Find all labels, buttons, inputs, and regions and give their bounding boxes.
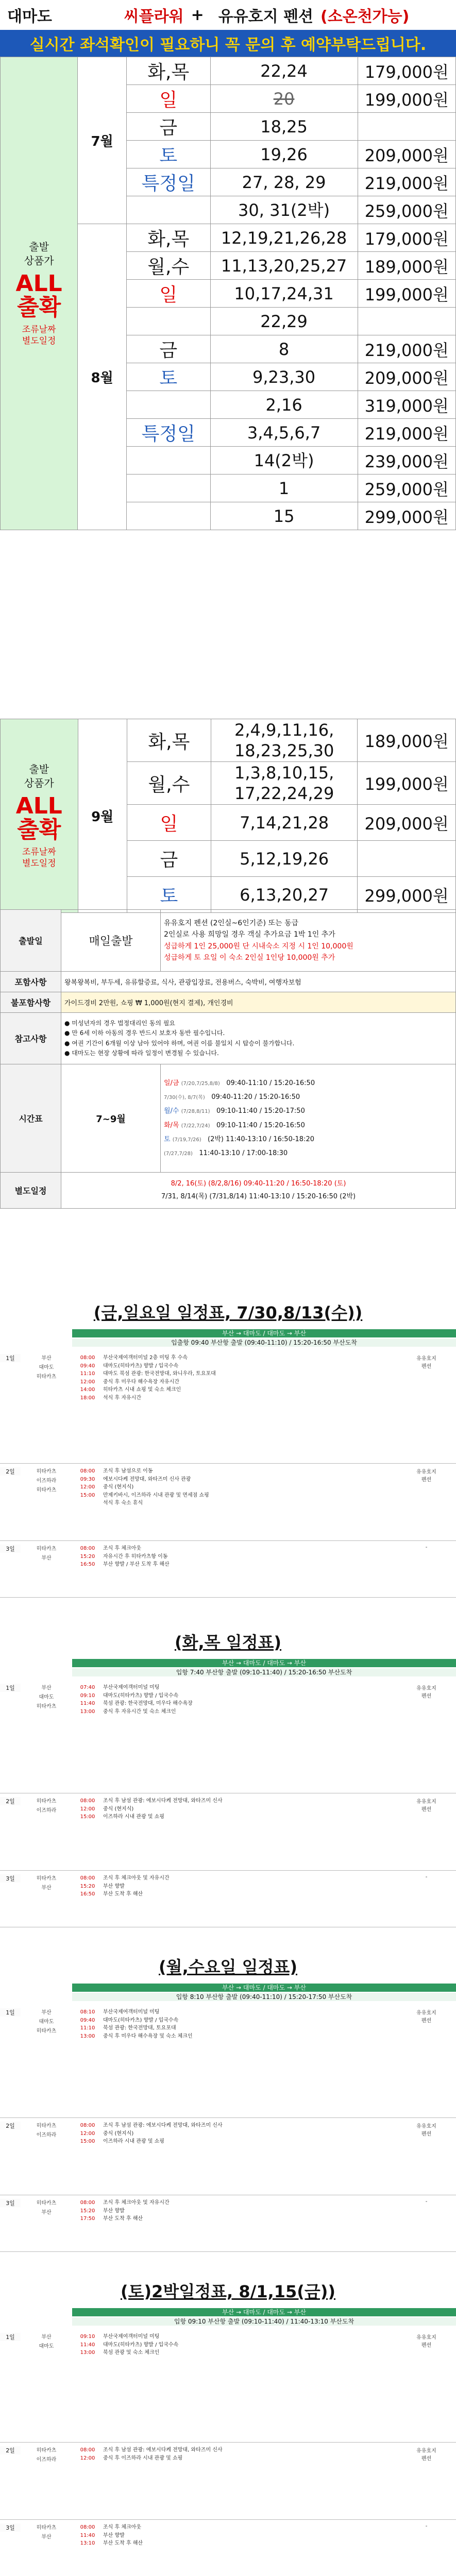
- schedule-row: 일/금 (7/20,7/25,8/8) 09:40-11:10 / 15:20-16:50: [164, 1079, 315, 1087]
- day-times: 08:00 12:00 15:00: [80, 2123, 95, 2144]
- day-cities: 히타카츠 이즈하라: [36, 1799, 57, 1814]
- day-hotel: -: [425, 1545, 428, 1550]
- season-label: 7~9월: [61, 1064, 161, 1173]
- date-cell: 10,17,24,31: [210, 280, 358, 308]
- weekday-cell: 일: [127, 85, 211, 113]
- depart-desc-4: 성급하게 토 요일 이 숙소 2인실 1인당 10,000원 추가: [164, 953, 335, 962]
- special-date-label: 조류날짜 별도일정: [22, 324, 56, 346]
- day-cities: 히타카츠 부산: [36, 2200, 57, 2215]
- day-label: 3일: [0, 2199, 21, 2207]
- weekday-cell: 특정일: [127, 419, 211, 447]
- day-cities: 부산 대마도 히타카츠: [36, 1355, 57, 1380]
- itinerary-ferry-bar: 입항 8:10 부산항 출발 (09:40-11:10) / 15:20-17:50 부산도착: [72, 1993, 456, 2001]
- day-cities: 히타카츠 부산: [36, 1546, 57, 1561]
- day-times: 08:10 09:40 11:10 13:00: [80, 2009, 95, 2039]
- price-cell: 209,000원: [358, 363, 455, 391]
- month-label: 8월: [78, 224, 127, 530]
- price-cell: 179,000원: [358, 224, 455, 252]
- depart-label: 출발일: [1, 910, 61, 972]
- price-cell: [358, 841, 456, 877]
- schedule-row: 월/수 (7/28,8/11) 09:10-11:40 / 15:20-17:50: [164, 1107, 305, 1115]
- date-cell: 19,26: [210, 141, 358, 168]
- weekday-cell: [127, 196, 211, 224]
- price-table-sep: [0, 719, 456, 913]
- day-description: 조식 후 체크아웃 및 자유시간 부산 향발 부산 도착 후 해산: [103, 2200, 170, 2222]
- day-times: 07:40 09:10 11:40 13:00: [80, 1685, 95, 1715]
- itinerary-title: [0, 1953, 456, 1981]
- weekday-cell: 특정일: [127, 168, 211, 196]
- day-description: 조식 후 체크아웃 자유시간 후 히타카츠항 이동 부산 향발 / 부산 도착 후 해산: [103, 1546, 170, 1567]
- itinerary-route-bar: 부산 → 대마도 / 대마도 → 부산: [72, 2308, 456, 2316]
- weekday-cell: 토: [127, 877, 211, 913]
- weekday-cell: 화,목: [127, 57, 211, 85]
- ref-item: ● 만 6세 이하 아동의 경우 반드시 보호자 동반 필수입니다.: [64, 1029, 225, 1037]
- day-label: 2일: [0, 2122, 21, 2130]
- itinerary-title-text: (화,목 일정표): [174, 1633, 282, 1652]
- day-hotel: 유유호지 펜션: [416, 1356, 436, 1369]
- weekday-cell: [127, 502, 211, 530]
- info-table: [0, 909, 456, 1209]
- weekday-cell: [127, 391, 211, 419]
- day-description: 부산국제여객터미널 미팅 대마도(히타카츠) 향발 / 입국수속 북섬 관광: 한국전망대, 미우다 해수욕장 중식 후 자유시간 및 숙소 체크인: [103, 1685, 193, 1715]
- day-label: 3일: [0, 1874, 21, 1883]
- weekday-cell: 토: [127, 363, 211, 391]
- itinerary-ferry-bar: 입항 09:10 부산항 출발 (09:10-11:40) / 11:40-13:10 부산도착: [72, 2317, 456, 2326]
- price-row: [1, 719, 456, 762]
- date-cell: 8: [210, 335, 358, 363]
- price-cell: 299,000원: [358, 877, 456, 913]
- incl-value: 왕복왕복비, 부두세, 유류할증료, 식사, 관광입장료, 전용버스, 숙박비, 여행자보험: [61, 972, 456, 992]
- day-label: 2일: [0, 2446, 21, 2454]
- weekday-cell: 월,수: [127, 252, 211, 280]
- date-cell: 2,4,9,11,16, 18,23,25,30: [211, 719, 357, 762]
- itinerary-title-text: (토)2박일정표, 8/1,15(금)): [120, 2282, 336, 2301]
- ref-list: [61, 1013, 456, 1064]
- date-cell: 7,14,21,28: [211, 805, 357, 841]
- price-cell: 209,000원: [358, 141, 455, 168]
- day-hotel: 유유호지 펜션: [416, 2010, 436, 2024]
- weekday-cell: 월,수: [127, 762, 211, 805]
- day-hotel: -: [425, 2199, 428, 2205]
- day-cities: 부산 대마도 히타카츠: [36, 1685, 57, 1709]
- date-cell: 9,23,30: [210, 363, 358, 391]
- itinerary-route-bar: 부산 → 대마도 / 대마도 → 부산: [72, 1329, 456, 1337]
- date-cell: 5,12,19,26: [211, 841, 357, 877]
- date-cell: 1: [210, 474, 358, 502]
- ref-item: ● 대마도는 현장 상황에 따라 일정이 변경될 수 있습니다.: [64, 1049, 219, 1057]
- day-label: 3일: [0, 2523, 21, 2532]
- weekday-cell: 일: [127, 280, 211, 308]
- day-label: 1일: [0, 1684, 21, 1692]
- day-description: 조식 후 남섬 관광: 에보시다케 전망대, 와타즈미 신사 중식 (현지식) 이즈하라 시내 관광 및 쇼핑: [103, 1798, 223, 1820]
- schedule-row: 화/목 (7/22,7/24) 09:10-11:40 / 15:20-16:50: [164, 1121, 305, 1129]
- price-cell: [358, 113, 455, 141]
- day-times: 08:00 11:40 13:10: [80, 2524, 95, 2546]
- price-cell: 219,000원: [358, 419, 455, 447]
- day-description: 조식 후 남섬 관광: 에보시다케 전망대, 와타즈미 신사 중식 (현지식) 이즈하라 시내 관광 및 쇼핑: [103, 2123, 223, 2144]
- date-cell: 20: [210, 85, 358, 113]
- side-label: 출발 상품가: [24, 763, 54, 790]
- date-cell: 1,3,8,10,15, 17,22,24,29: [211, 762, 357, 805]
- day-hotel: -: [425, 1874, 428, 1880]
- depart-desc-2: 2인실로 사용 희망일 경우 객실 추가요금 1박 1인 추가: [164, 930, 335, 939]
- weekday-cell: [127, 308, 211, 335]
- day-label: 1일: [0, 1354, 21, 1362]
- package-left: 씨플라워: [124, 8, 184, 26]
- itinerary-ferry-bar: 입출항 09:40 부산항 출발 (09:40-11:10) / 15:20-16:50 부산도착: [72, 1338, 456, 1347]
- date-cell: 18,25: [210, 113, 358, 141]
- weekday-cell: [127, 474, 211, 502]
- day-description: 부산국제여객터미널 미팅 대마도(히타카츠) 향발 / 입국수속 북섬 관광 및 숙소 체크인: [103, 2334, 179, 2355]
- price-cell: [358, 308, 455, 335]
- price-cell: 219,000원: [358, 335, 455, 363]
- day-hotel: -: [425, 2523, 428, 2529]
- ref-item: ● 여권 기간이 6개월 이상 남아 있어야 하며, 여권 이름 불일치 시 탑승이 불가합니다.: [64, 1039, 295, 1047]
- date-cell: 2,16: [210, 391, 358, 419]
- weekday-cell: 화,목: [127, 719, 211, 762]
- itinerary-ferry-bar: 입항 7:40 부산항 출발 (09:10-11:40) / 15:20-16:50 부산도착: [72, 1668, 456, 1676]
- day-hotel: 유유호지 펜션: [416, 1686, 436, 1699]
- excl-label: 불포함사항: [1, 992, 61, 1013]
- day-times: 08:00 15:20 16:50: [80, 1875, 95, 1897]
- day-cities: 히타카츠 부산: [36, 2525, 57, 2540]
- destination-title: 대마도: [0, 0, 77, 30]
- price-cell: 209,000원: [358, 805, 456, 841]
- special-date-label: 조류날짜 별도일정: [22, 846, 56, 869]
- package-note: (소온천가능): [320, 8, 410, 26]
- price-row: [1, 57, 456, 85]
- special-2: 7/31, 8/14(목) (7/31,8/14) 11:40-13:10 / 15:20-16:50 (2박): [161, 1192, 356, 1200]
- day-times: 08:00 09:40 11:10 12:00 14:00 18:00: [80, 1355, 95, 1401]
- itinerary-title-text: (월,수요일 일정표): [159, 1957, 297, 1977]
- price-cell: 199,000원: [358, 280, 455, 308]
- depart-desc-3: 성급하게 1인 25,000원 단 시내숙소 지정 시 1인 10,000원: [164, 942, 353, 951]
- special-1: 8/2, 16(토) (8/2,8/16) 09:40-11:20 / 16:50-18:20 (토): [171, 1179, 346, 1188]
- day-cities: 부산 대마도: [39, 2334, 54, 2349]
- package-right: 유유호지 펜션: [218, 8, 314, 26]
- itinerary-route-bar: 부산 → 대마도 / 대마도 → 부산: [72, 1659, 456, 1667]
- price-cell: 199,000원: [358, 762, 456, 805]
- date-cell: 30, 31(2박): [210, 196, 358, 224]
- day-times: 08:00 09:30 12:00 15:00: [80, 1468, 95, 1498]
- day-hotel: 유유호지 펜션: [416, 2335, 436, 2348]
- day-hotel: 유유호지 펜션: [416, 2448, 436, 2462]
- day-times: 08:00 15:20 16:50: [80, 1546, 95, 1567]
- day-cities: 부산 대마도 히타카츠: [36, 2010, 57, 2034]
- schedule-row: 토 (7/19,7/26) (2박) 11:40-13:10 / 16:50-18:20: [164, 1135, 315, 1143]
- schedule-row: (7/27,7/28) 11:40-13:10 / 17:00-18:30: [164, 1149, 288, 1158]
- day-cities: 히타카츠 부산: [36, 1876, 57, 1891]
- weekday-cell: 화,목: [127, 224, 211, 252]
- side-label-cell: [1, 719, 78, 913]
- day-hotel: 유유호지 펜션: [416, 1799, 436, 1812]
- day-description: 조식 후 체크아웃 및 자유시간 부산 향발 부산 도착 후 해산: [103, 1875, 170, 1897]
- price-cell: 219,000원: [358, 168, 455, 196]
- day-times: 08:00 12:00: [80, 2447, 95, 2461]
- date-cell: 6,13,20,27: [211, 877, 357, 913]
- day-cities: 히타카츠 이즈하라: [36, 2448, 57, 2463]
- date-cell: 22,29: [210, 308, 358, 335]
- day-times: 08:00 12:00 15:00: [80, 1798, 95, 1820]
- day-description: 부산국제여객터미널 2층 미팅 후 수속 대마도(히타카츠) 향발 / 입국수속 대마도 북섬 관광: 한국전망대, 와니우라, 토요포대 중식 후 미우다 해수욕장 자유시간 히타카츠 시내 쇼핑 및 숙소 체크인 석식 후 자유시간: [103, 1355, 216, 1401]
- date-cell: 15: [210, 502, 358, 530]
- side-label-cell: [1, 57, 78, 530]
- special-schedule: [61, 1173, 456, 1209]
- day-description: 조식 후 체크아웃 부산 향발 부산 도착 후 해산: [103, 2524, 143, 2546]
- package-plus: +: [191, 6, 204, 24]
- itinerary-title-text: (금,일요일 일정표, 7/30,8/13(수)): [93, 1303, 363, 1323]
- day-times: 09:10 11:40 13:00: [80, 2334, 95, 2355]
- day-cities: 히타카츠 이즈하라 히타카츠: [36, 1469, 57, 1493]
- special-label: 별도일정: [1, 1173, 61, 1209]
- day-description: 조식 후 남섬 관광: 에보시다케 전망대, 와타즈미 신사 중식 후 이즈하라 시내 관광 및 쇼핑: [103, 2447, 223, 2461]
- price-table-jul-aug: [0, 57, 456, 530]
- side-label: 출발 상품가: [24, 241, 54, 267]
- weekday-cell: 금: [127, 335, 211, 363]
- ref-label: 참고사항: [1, 1013, 61, 1064]
- itinerary-title: [0, 1298, 456, 1327]
- itinerary-route-bar: 부산 → 대마도 / 대마도 → 부산: [72, 1984, 456, 1992]
- day-hotel: 유유호지 펜션: [416, 1469, 436, 1483]
- day-label: 2일: [0, 1467, 21, 1476]
- price-cell: 299,000원: [358, 502, 455, 530]
- itinerary-title: [0, 1628, 456, 1657]
- schedule-row: 7/30(수), 8/7(목) 09:40-11:20 / 15:20-16:50: [164, 1093, 300, 1101]
- date-cell: 14(2박): [210, 447, 358, 474]
- weekday-cell: [127, 447, 211, 474]
- weekday-cell: 금: [127, 841, 211, 877]
- depart-desc-1: 유유호지 펜션 (2인실~6인기준) 또는 동급: [164, 919, 299, 927]
- depart-desc: [161, 910, 456, 972]
- all-confirmed-label: ALL 출확: [15, 793, 62, 843]
- weekday-cell: 금: [127, 113, 211, 141]
- price-cell: 259,000원: [358, 474, 455, 502]
- day-cities: 히타카츠 이즈하라: [36, 2123, 57, 2138]
- date-cell: 12,19,21,26,28: [210, 224, 358, 252]
- price-cell: 259,000원: [358, 196, 455, 224]
- package-title: [77, 0, 456, 30]
- price-cell: 239,000원: [358, 447, 455, 474]
- day-label: 1일: [0, 2333, 21, 2341]
- day-hotel: 유유호지 펜션: [416, 2124, 436, 2137]
- day-label: 3일: [0, 1545, 21, 1553]
- date-cell: 11,13,20,25,27: [210, 252, 358, 280]
- itinerary-title: [0, 2277, 456, 2306]
- price-cell: 179,000원: [358, 57, 455, 85]
- schedule-list: [161, 1064, 456, 1173]
- time-label: 시간표: [1, 1064, 61, 1173]
- day-label: 2일: [0, 1797, 21, 1805]
- price-cell: 189,000원: [358, 252, 455, 280]
- day-description: 부산국제여객터미널 미팅 대마도(히타카츠) 향발 / 입국수속 북섬 관광: 한국전망대, 토요포대 중식 후 미우다 해수욕장 및 숙소 체크인: [103, 2009, 193, 2039]
- day-label: 1일: [0, 2008, 21, 2016]
- price-cell: 319,000원: [358, 391, 455, 419]
- incl-label: 포함사항: [1, 972, 61, 992]
- excl-value: 가이드경비 2만원, 쇼핑 ₩ 1,000원(현지 결제), 개인경비: [61, 992, 456, 1013]
- ref-item: ● 미성년자의 경우 법정대리인 동의 필요: [64, 1020, 176, 1027]
- notice-banner: 실시간 좌석확인이 필요하니 꼭 문의 후 예약부탁드립니다.: [0, 30, 456, 57]
- all-confirmed-label: ALL 출확: [15, 270, 62, 321]
- day-times: 08:00 15:20 17:50: [80, 2200, 95, 2222]
- price-cell: 189,000원: [358, 719, 456, 762]
- day-description: 조식 후 남섬으로 이동 에보시다케 전망대, 와타즈미 신사 관광 중식 (현지식) 만제키바시, 이즈하라 시내 관광 및 면세점 쇼핑 석식 후 숙소 휴식: [103, 1468, 209, 1506]
- price-cell: 199,000원: [358, 85, 455, 113]
- date-cell: 27, 28, 29: [210, 168, 358, 196]
- month-label: 7월: [78, 57, 127, 224]
- month-label: 9월: [78, 719, 127, 913]
- depart-value: 매일출발: [61, 910, 161, 972]
- weekday-cell: 일: [127, 805, 211, 841]
- date-cell: 22,24: [210, 57, 358, 85]
- date-cell: 3,4,5,6,7: [210, 419, 358, 447]
- weekday-cell: 토: [127, 141, 211, 168]
